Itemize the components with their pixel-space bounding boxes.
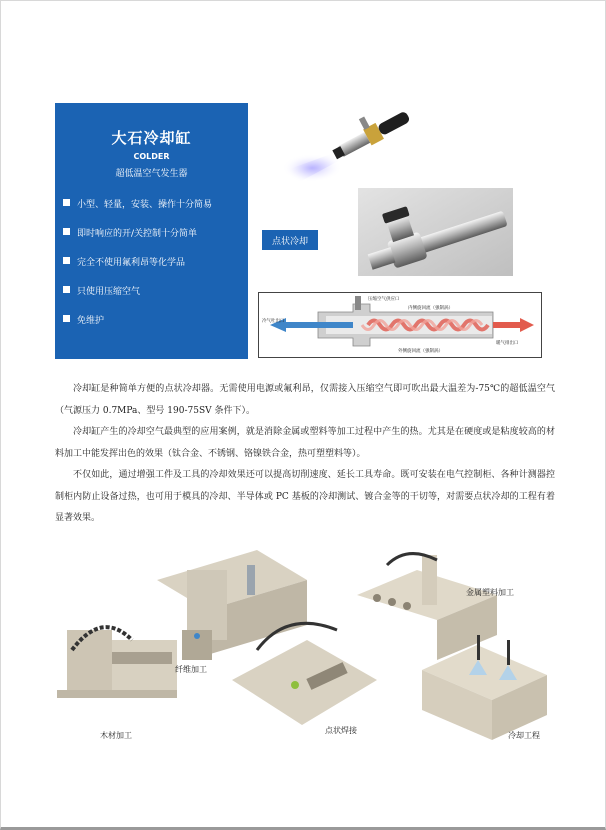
product-title: 大石冷却缸 xyxy=(111,129,192,147)
feature-item: 完全不使用氟利昂等化学品 xyxy=(63,255,212,284)
cooler-closeup-photo xyxy=(358,188,513,276)
cold-air-gun-photo xyxy=(282,98,422,188)
feature-item: 只使用压缩空气 xyxy=(63,284,212,313)
feature-item: 即时响应的开/关控制十分简单 xyxy=(63,226,212,255)
feature-item: 小型、轻量，安装、操作十分简易 xyxy=(63,197,212,226)
feature-list xyxy=(63,197,212,342)
benefit-paragraph: 不仅如此，通过增强工件及工具的冷却效果还可以提高切削速度、延长工具寿命。既可安装在电气控制柜、各种计测器控制柜内防止设备过热，也可用于模具的冷却、半导体或 PC 基板的冷却测试、镀合金等的干切等，对需要点状冷却的工程有着显著效果。 xyxy=(55,470,555,523)
product-subtitle: 超低温空气发生器 xyxy=(115,169,188,179)
wood-processing-illustration xyxy=(57,627,177,698)
bullet-square-icon xyxy=(63,199,70,206)
spot-cooling-label: 点状冷却 xyxy=(262,230,318,250)
product-brand: COLDER xyxy=(133,152,170,161)
bullet-square-icon xyxy=(63,228,70,235)
caption-fiber: 纤维加工 xyxy=(175,665,207,674)
caption-metal-plastic: 金属塑料加工 xyxy=(466,588,514,597)
metal-plastic-machining-illustration xyxy=(357,554,497,660)
diagram-inlet-label: 压缩空气供应口 xyxy=(368,297,400,302)
diagram-inner-swirl-label: 内侧旋回流（强制涡） xyxy=(408,306,453,311)
feature-item: 免维护 xyxy=(63,313,212,342)
diagram-cold-outlet-label: 冷气吐出口 xyxy=(262,319,285,324)
caption-wood: 木材加工 xyxy=(100,731,132,740)
diagram-outer-swirl-label: 外侧旋回流（强制涡） xyxy=(398,349,443,354)
caption-spot-welding: 点状焊接 xyxy=(325,726,357,735)
intro-paragraph: 冷却缸是种简单方便的点状冷却器。无需使用电源或氟利昂，仅需接入压缩空气即可吹出最大温差为-75℃的超低温空气（气源压力 0.7MPa、型号 190-75SV 条件下）。 xyxy=(55,384,555,416)
diagram-hot-outlet-label: 暖气排出口 xyxy=(496,341,519,346)
bullet-square-icon xyxy=(63,286,70,293)
applications-illustration xyxy=(57,540,557,745)
application-paragraph: 冷却缸产生的冷却空气最典型的应用案例，就是消除金属或塑料等加工过程中产生的热。尤其是在硬度或是粘度较高的材料加工中能发挥出色的效果（钛合金、不锈钢、铬镍铁合金，热可塑塑料等）。 xyxy=(55,427,555,459)
vortex-tube-diagram xyxy=(258,292,542,358)
caption-cooling: 冷却工程 xyxy=(508,731,540,740)
fiber-processing-illustration xyxy=(157,550,307,660)
product-feature-box xyxy=(55,103,248,359)
bullet-square-icon xyxy=(63,315,70,322)
bullet-square-icon xyxy=(63,257,70,264)
